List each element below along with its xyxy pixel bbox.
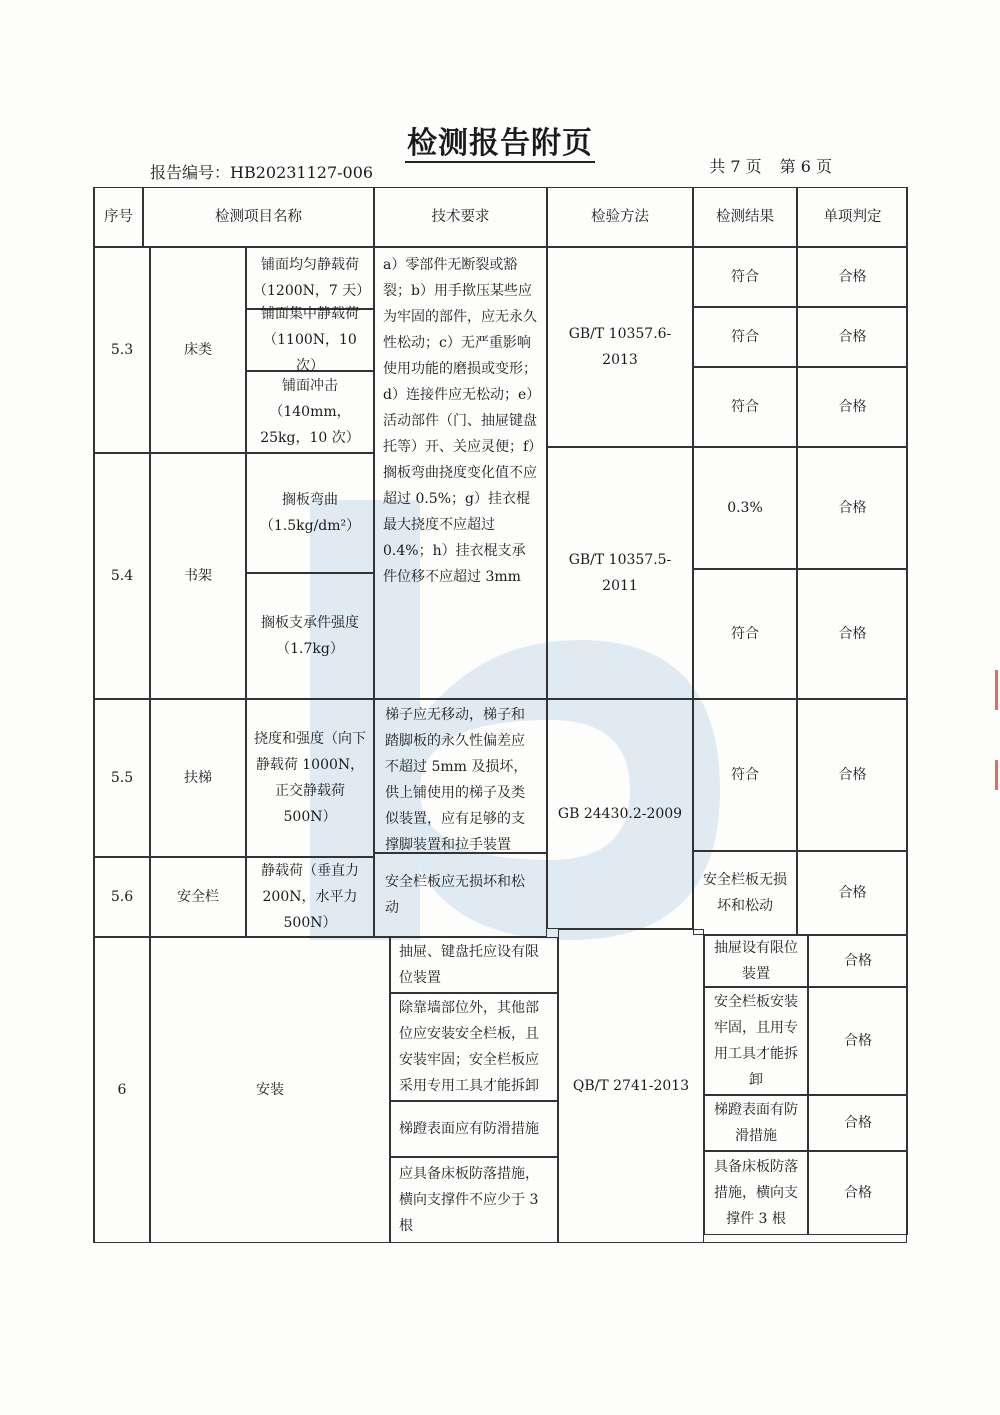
verdict-cell: 合格 <box>797 367 908 447</box>
result-cell: 符合 <box>693 569 797 699</box>
seq-cell: 5.6 <box>94 857 150 937</box>
report-table <box>93 187 907 1243</box>
method-cell: QB/T 2741-2013 <box>558 929 704 1243</box>
requirement-cell: 安全栏板应无损坏和松动 <box>374 853 547 937</box>
col-header-verdict: 单项判定 <box>797 187 908 247</box>
result-cell: 符合 <box>693 699 797 851</box>
result-cell: 安全栏板安装牢固，且用专用工具才能拆卸 <box>704 987 808 1095</box>
verdict-cell: 合格 <box>797 569 908 699</box>
result-cell: 0.3% <box>693 447 797 569</box>
category-cell: 安装 <box>150 937 390 1243</box>
method-cell: GB 24430.2-2009 <box>547 699 693 929</box>
test-item-cell: 铺面集中静载荷（1100N，10 次） <box>246 309 374 371</box>
result-cell: 梯蹬表面有防滑措施 <box>704 1095 808 1151</box>
col-header-method: 检验方法 <box>547 187 693 247</box>
verdict-cell: 合格 <box>797 307 908 367</box>
verdict-cell: 合格 <box>808 935 908 987</box>
verdict-cell: 合格 <box>808 987 908 1095</box>
col-header-requirement: 技术要求 <box>374 187 547 247</box>
seq-cell: 6 <box>94 937 150 1243</box>
report-number: 报告编号：HB20231127-006 <box>150 163 374 182</box>
method-cell: GB/T 10357.5-2011 <box>547 447 693 699</box>
category-cell: 床类 <box>150 247 246 453</box>
col-header-item: 检测项目名称 <box>143 187 374 247</box>
test-item-cell: 铺面冲击（140mm，25kg，10 次） <box>246 371 374 453</box>
seq-cell: 5.5 <box>94 699 150 857</box>
verdict-cell: 合格 <box>808 1151 908 1235</box>
requirement-cell: 梯蹬表面应有防滑措施 <box>390 1101 558 1157</box>
verdict-cell: 合格 <box>797 247 908 307</box>
result-cell: 安全栏板无损坏和松动 <box>693 851 797 935</box>
result-cell: 具备床板防落措施，横向支撑件 3 根 <box>704 1151 808 1235</box>
current-page: 第 6 页 <box>779 157 832 176</box>
seq-cell: 5.4 <box>94 453 150 699</box>
result-cell: 符合 <box>693 247 797 307</box>
method-cell: GB/T 10357.6-2013 <box>547 247 693 447</box>
col-header-result: 检测结果 <box>693 187 797 247</box>
page-title: 检测报告附页 <box>407 126 593 161</box>
verdict-cell: 合格 <box>797 699 908 851</box>
test-item-cell: 搁板弯曲（1.5kg/dm²） <box>246 453 374 573</box>
scan-edge-mark <box>995 760 998 790</box>
category-cell: 安全栏 <box>150 857 246 937</box>
test-item-cell: 搁板支承件强度（1.7kg） <box>246 573 374 699</box>
requirement-cell: 抽屉、键盘托应设有限位装置 <box>390 937 558 993</box>
verdict-cell: 合格 <box>797 447 908 569</box>
test-item-cell: 静载荷（垂直力 200N，水平力 500N） <box>246 857 374 937</box>
test-item-cell: 挠度和强度（向下静载荷 1000N，正交静载荷 500N） <box>246 699 374 857</box>
test-item-cell: 铺面均匀静载荷（1200N，7 天） <box>246 247 374 309</box>
requirement-cell: 除靠墙部位外，其他部位应安装安全栏板，且安装牢固；安全栏板应采用专用工具才能拆卸 <box>390 993 558 1101</box>
requirement-cell: a）零部件无断裂或豁裂；b）用手揿压某些应为牢固的部件，应无永久性松动；c）无严重影响使用功能的磨损或变形；d）连接件应无松动；e）活动部件（门、抽屉键盘托等）开、关应灵便；f）搁板弯曲挠度变化值不应超过 0.5%；g）挂衣棍最大挠度不应超过 0.4%；h）挂衣棍支承件位移不应超过 3mm <box>374 247 547 699</box>
requirement-cell: 应具备床板防落措施，横向支撑件不应少于 3 根 <box>390 1157 558 1243</box>
total-pages: 共 7 页 <box>709 157 762 176</box>
scan-edge-mark <box>995 670 998 710</box>
category-cell: 书架 <box>150 453 246 699</box>
col-header-seq: 序号 <box>94 187 143 247</box>
category-cell: 扶梯 <box>150 699 246 857</box>
seq-cell: 5.3 <box>94 247 150 453</box>
page-indicator <box>709 154 832 177</box>
verdict-cell: 合格 <box>808 1095 908 1151</box>
result-cell: 符合 <box>693 367 797 447</box>
result-cell: 符合 <box>693 307 797 367</box>
result-cell: 抽屉设有限位装置 <box>704 935 808 987</box>
verdict-cell: 合格 <box>797 851 908 935</box>
requirement-cell: 梯子应无移动，梯子和踏脚板的永久性偏差应不超过 5mm 及损坏，供上铺使用的梯子及类似装置，应有足够的支撑脚装置和拉手装置 <box>374 699 547 853</box>
